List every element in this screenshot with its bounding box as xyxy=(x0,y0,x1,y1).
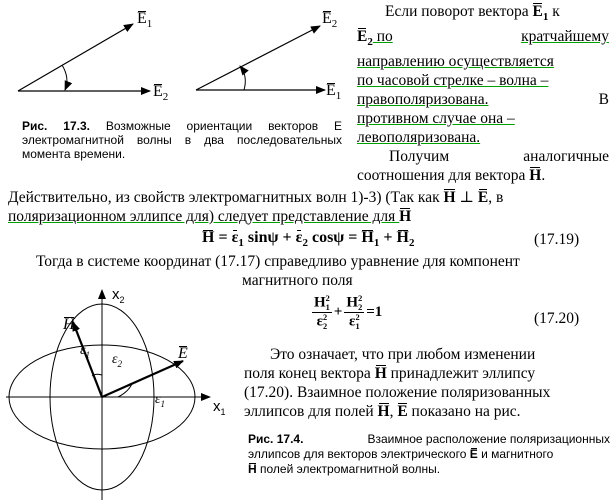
caption2-line3: H полей электромагнитной волны. xyxy=(248,462,441,476)
para2-line1: Действительно, из свойств электромагнитных волн 1)-3) (Так как H ⊥ E, в xyxy=(8,189,504,206)
label-x2: $x_2$ xyxy=(112,286,125,305)
rotation-arc-right xyxy=(240,66,245,90)
label-e1-left: $E_1$ xyxy=(137,10,153,31)
vector-e2-right xyxy=(196,26,320,90)
para1-line2: $E_2$ по кратчайшему xyxy=(357,28,609,49)
label-eps1-upper: $\varepsilon_1$ xyxy=(80,343,91,360)
label-e2-left: $E_2$ xyxy=(153,83,169,104)
label-eps1-lower: $\varepsilon_1$ xyxy=(155,392,166,409)
para4-line1: Это означает, что при любом изменении xyxy=(270,346,536,363)
label-e1-right: $E_1$ xyxy=(326,82,342,103)
para4-line2: поля конец вектора H принадлежит эллипсу xyxy=(244,365,536,382)
para4-line4: эллипсов для полей H, E показано на рис. xyxy=(244,403,521,420)
figure-17-4 xyxy=(0,280,245,504)
label-eps2: $\varepsilon_2$ xyxy=(112,352,123,369)
para1-line1: Если поворот вектора $E_1$ к xyxy=(385,3,560,24)
paragraph-means xyxy=(244,345,610,421)
equation-17-19: $H = \varepsilon_1$ $\sin\psi + \varepsilon_2$ $\cos\psi = H_1 + H_2$ xyxy=(202,229,415,250)
label-e-vector: E xyxy=(178,345,188,362)
caption-text: Возможные ориентации векторов E электромагнитной волны в два последовательных момента времени. xyxy=(22,119,343,161)
equation-number-17-19: (17.19) xyxy=(534,231,580,248)
para2-line2: поляризационном эллипсе для) следует представление для H xyxy=(8,208,412,225)
rotation-arc-left xyxy=(62,65,67,90)
vector-e1-left xyxy=(18,24,133,91)
figure-17-3 xyxy=(0,0,360,118)
para1-line5: правополяризована. В xyxy=(357,91,609,109)
para1-line7: левополяризована. xyxy=(357,129,481,147)
para1-line3: направлению осуществляется xyxy=(357,53,554,71)
para1-line6: противном случае она – xyxy=(357,110,515,128)
para1-line4: по часовой стрелке – волна – xyxy=(357,72,549,90)
caption-fig-17-4 xyxy=(248,432,610,477)
paragraph-rotation xyxy=(357,2,609,185)
caption2-line1: Рис. 17.4. Взаимное расположение поляризационных xyxy=(248,432,610,446)
label-h-vector: H xyxy=(63,316,75,333)
caption-prefix: Рис. 17.3. xyxy=(22,119,90,133)
para1-line8: Получим аналогичные xyxy=(389,148,609,166)
para3-line1: Тогда в системе координат (17.17) справедливо уравнение для компонент xyxy=(36,253,520,270)
paragraph-indeed xyxy=(8,188,608,226)
para3-line2: магнитного поля xyxy=(242,272,353,289)
equation-number-17-20: (17.20) xyxy=(534,310,580,327)
label-e2-right: $E_2$ xyxy=(322,10,338,31)
equation-17-20: H 2 1 ε 2 2 + H 2 2 ε 2 1 =1 xyxy=(314,294,383,331)
para4-line3: (17.20). Взаимное положение поляризованных xyxy=(244,384,551,401)
caption-fig-17-3 xyxy=(22,119,342,161)
label-x1: $x_1$ xyxy=(213,398,226,417)
caption2-line2: эллипсов для векторов электрического E и магнитного xyxy=(248,447,554,461)
para1-line9: соотношения для вектора H. xyxy=(357,167,546,185)
